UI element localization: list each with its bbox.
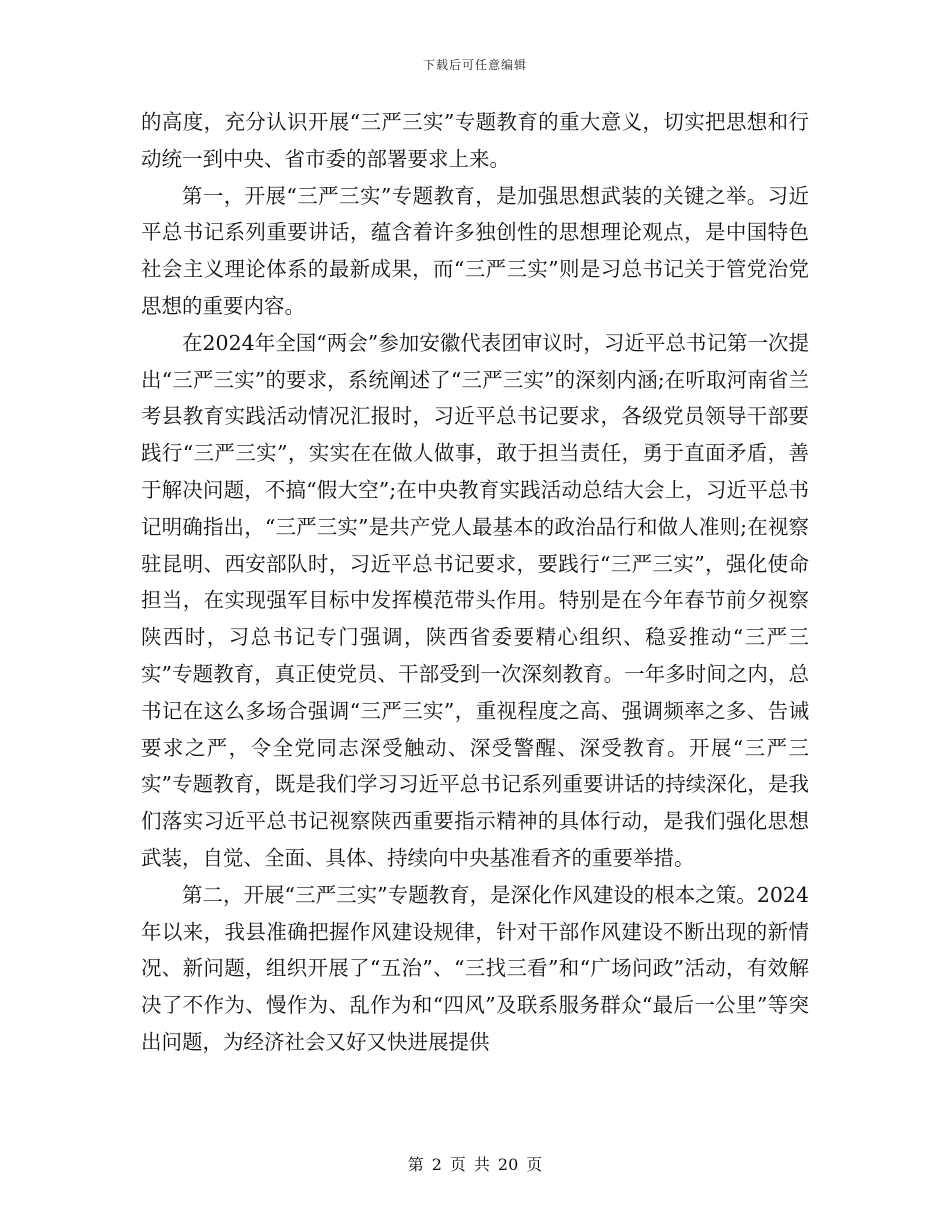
paragraph-speeches: 在2024年全国“两会”参加安徽代表团审议时，习近平总书记第一次提出“三严三实”的要求，系统阐述了“三严三实”的深刻内涵;在听取河南省兰考县教育实践活动情况汇报时，习近平总书记要求，各级党员领导干部要践行“三严三实”，实实在在做人做事，敢于担当责任，勇于直面矛盾，善于解决问题，不搞“假大空”;在中央教育实践活动总结大会上，习近平总书记明确指出，“三严三实”是共产党人最基本的政治品行和做人准则;在视察驻昆明、西安部队时，习近平总书记要求，要践行“三严三实”，强化使命担当，在实现强军目标中发挥模范带头作用。特别是在今年春节前夕视察陕西时，习总书记专门强调，陕西省委要精心组织、稳妥推动“三严三实”专题教育，真正使党员、干部受到一次深刻教育。一年多时间之内，总书记在这么多场合强调“三严三实”，重视程度之高、强调频率之多、告诫要求之严，令全党同志深受触动、深受警醒、深受教育。开展“三严三实”专题教育，既是我们学习习近平总书记系列重要讲话的持续深化，是我们落实习近平总书记视察陕西重要指示精神的具体行动，是我们强化思想武装，自觉、全面、具体、持续向中央基准看齐的重要举措。	[141, 330, 809, 870]
footer-label-page: 页	[449, 1155, 466, 1174]
paragraph-first-point: 第一，开展“三严三实”专题教育，是加强思想武装的关键之举。习近平总书记系列重要讲话，蕴含着许多独创性的思想理论观点，是中国特色社会主义理论体系的最新成果，而“三严三实”则是习总书记关于管党治党思想的重要内容。	[141, 183, 809, 318]
paragraph-second-point: 第二，开展“三严三实”专题教育，是深化作风建设的根本之策。2024年以来，我县准确把握作风建设规律，针对干部作风建设不断出现的新情况、新问题，组织开展了“五治”、“三找三看”和“广场问政”活动，有效解决了不作为、慢作为、乱作为和“四风”及联系服务群众“最后一公里”等突出问题，为经济社会又好又快进展提供	[141, 882, 809, 1054]
current-page-number: 2	[431, 1155, 442, 1174]
paragraph-continuation: 的高度，充分认识开展“三严三实”专题教育的重大意义，切实把思想和行动统一到中央、省市委的部署要求上来。	[141, 110, 809, 171]
page-number-footer	[0, 1152, 950, 1175]
footer-label-suffix: 页	[526, 1155, 543, 1174]
header-note: 下载后可任意编辑	[422, 58, 527, 72]
footer-label-prefix: 第	[407, 1155, 424, 1174]
document-body	[141, 104, 809, 1061]
total-pages-number: 20	[497, 1155, 519, 1174]
footer-label-total: 共	[473, 1155, 490, 1174]
